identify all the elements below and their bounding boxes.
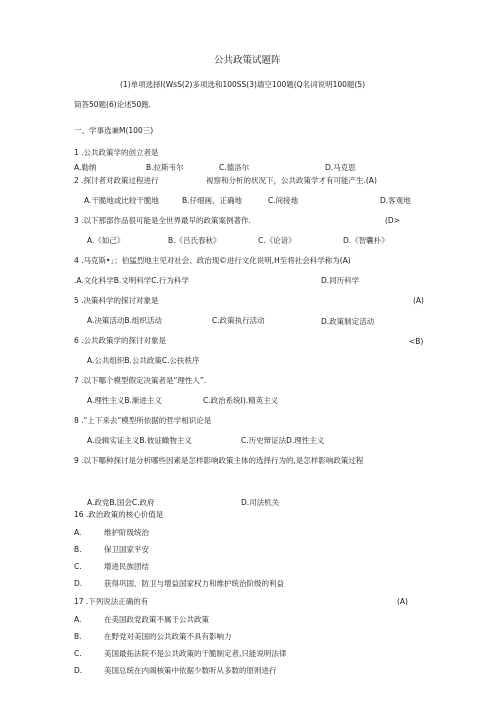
q17-answer: (A): [397, 597, 408, 606]
q17-stem: 17 .下列说法正确的有: [74, 597, 149, 606]
q3-option-c: C.《论谙》: [258, 236, 296, 245]
q5-answer: (A): [413, 296, 424, 305]
q5-option-c: C.政策执行活动: [212, 316, 265, 325]
q17-option-d-letter: D.: [74, 666, 83, 675]
q6-options-abc: A.公共组织B.公共政策C.公扶秩序: [87, 356, 200, 365]
q17-option-b-letter: B.: [74, 632, 82, 641]
q4-options-abc: .A.文化科学B.文明科学C.行为科学: [74, 276, 189, 285]
q2-stem: 2 .探讨者对政策过程进行: [74, 176, 159, 185]
q5-option-d: D.政策制定活动: [321, 317, 375, 326]
q9-stem: 9 .以下哪种探讨是分析哪些因素是怎样影响政策主体的选择行为的,是怎样影响政策过程: [74, 456, 364, 465]
q5-stem: 5 .决策科学的探讨对象是: [74, 296, 159, 305]
q8-options-cd: C.历史辩证法D.理性主义: [241, 436, 325, 445]
q16-option-c-letter: C.: [74, 562, 82, 571]
q9-option-d: D.司法机关: [241, 498, 280, 507]
q7-options-ab: A.理性主义B.渐进主义: [87, 396, 162, 405]
q3-answer: (D>: [385, 216, 400, 225]
q16-option-b-text: 保卫国家平安: [104, 545, 149, 554]
q3-option-b: B.《吕氏春秋》: [168, 236, 221, 245]
q16-option-a-letter: A.: [74, 528, 82, 537]
q9-options-abc: A.政党B.国会C.政府: [87, 498, 155, 507]
q17-option-c-letter: C.: [74, 649, 82, 658]
q2-stem-cont: 视察和分析的状况下，公共政策学才有可能产生.(A): [206, 176, 377, 185]
q7-options-cd: C.政治系统I).精英主义: [203, 396, 279, 405]
page-title: 公共政策试题阵: [214, 55, 281, 66]
q8-options-ab: A.设辑实证主义B.彼证瞰物主义: [87, 436, 192, 445]
q17-option-d-text: 美国总统在内阁核策中依据少数听从多数的原则进行: [104, 666, 277, 675]
q16-option-c-text: 增进民族团结: [104, 562, 149, 571]
q2-option-b: B.仔细画、正确地: [182, 196, 243, 205]
q7-stem: 7 .以下哪个模型假定决策者是“理性人”.: [74, 376, 207, 385]
q1-stem: 1 .公共政策学的创立者是: [74, 148, 159, 157]
intro-line-2: 筒答50题(6)论述50跑.: [74, 100, 152, 109]
q17-option-a-letter: A.: [74, 615, 82, 624]
q3-stem: 3 .以下那部作品很可能是全世界最早的政策案例著作.: [74, 216, 251, 225]
q17-option-a-text: 在美国政党政策不属于公共政策: [104, 615, 209, 624]
q17-option-b-text: 在野党对美国的公共政策不具有影响力: [104, 632, 232, 641]
q16-option-d-letter: D.: [74, 579, 83, 588]
q2-option-d: D.客观地: [380, 196, 411, 205]
q1-option-b: B.拉斯韦尔: [146, 163, 184, 172]
q6-stem: 6 .公共政策学的探讨对象是: [74, 336, 167, 345]
q4-option-d: D.同历科学: [321, 276, 360, 285]
q2-option-a: A.干脆地或比较干脆地: [84, 196, 159, 205]
q4-stem: 4 .马克斯•」；伯猛烈地主见对社会、政治现©进行文化说明,H至将社会科学称为(A): [74, 256, 351, 265]
q1-option-d: D.马克思: [325, 163, 356, 172]
q16-option-d-text: 获得巩固、防卫与增益国家权力和维护统治阶级的利益: [104, 579, 284, 588]
q1-option-a: A.勒纳: [74, 163, 97, 172]
q17-option-c-text: 美国最拓法院不是公共政策的干脆制定者,只能说明法律: [104, 649, 287, 658]
q2-option-c: C.间接地: [268, 196, 299, 205]
q1-option-c: C.德洛尔: [219, 163, 250, 172]
q16-option-a-text: 维护阶级统治: [104, 528, 149, 537]
q16-option-b-letter: B.: [74, 545, 82, 554]
intro-line-1: (1)单项选择I(WsS(2)多项选和100SS(3)墙空100题(Q名词说明100题(5): [120, 80, 366, 89]
section-heading: 一、学事选兼M(100三): [74, 126, 154, 135]
q3-option-a: A.《如己》: [87, 236, 125, 245]
q6-answer: <B): [409, 337, 424, 346]
q8-stem: 8 .“上下来去”模型所依据的哲学相识论是: [74, 416, 212, 425]
q5-options-ab: A.决策活动B.组织活动: [87, 316, 162, 325]
q16-stem: 16 .政治政策的核心价值是: [74, 510, 164, 519]
q3-option-d: D.《智囊朴》: [343, 236, 389, 245]
